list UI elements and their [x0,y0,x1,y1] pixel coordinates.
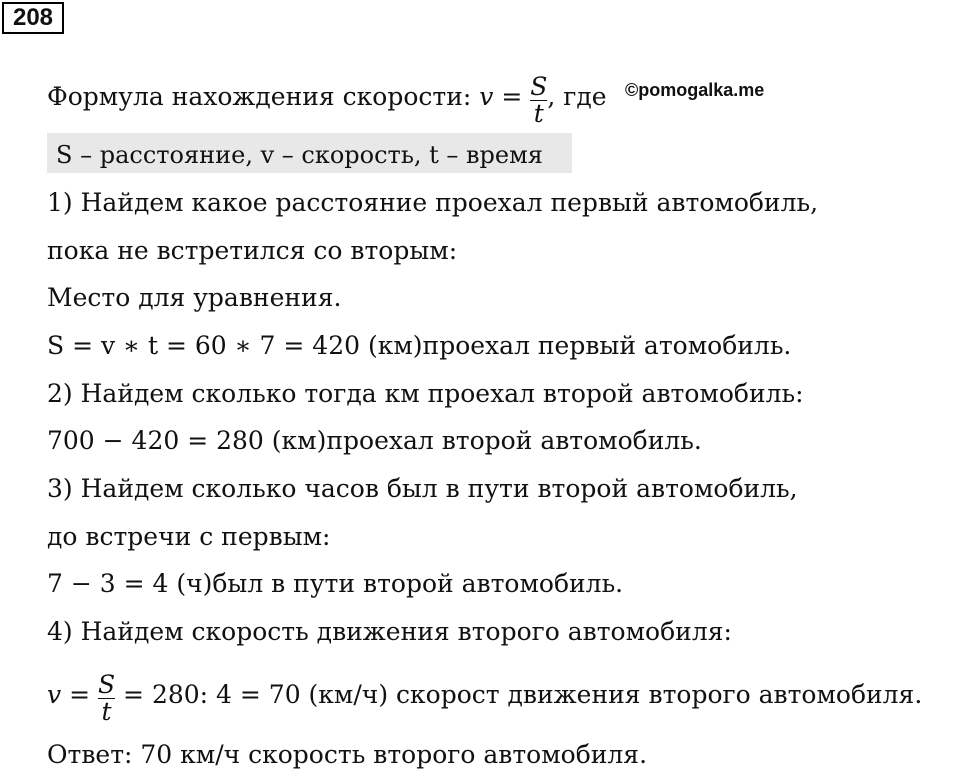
formula-v: v [479,82,494,111]
line-3: Место для уравнения. [47,283,342,312]
definitions: S – расстояние, v – скорость, t – время [56,141,543,169]
line-4: S = v ∗ t = 60 ∗ 7 = 420 (км)проехал первый атомобиль. [47,331,792,360]
line-1: 1) Найдем какое расстояние проехал первый автомобиль, [47,188,819,217]
line-10: 4) Найдем скорость движения второго автомобиля: [47,617,732,646]
line-7: 3) Найдем сколько часов был в пути второй автомобиль, [47,474,798,503]
final-fraction [98,672,115,725]
line-2: пока не встретился со вторым: [47,236,458,265]
line-9: 7 − 3 = 4 (ч)был в пути второй автомобиль. [47,569,624,598]
final-rest: = 280: 4 = 70 (км/ч) скорост движения второго автомобиля. [115,680,923,709]
final-v: v [47,680,62,709]
formula-fraction [530,74,547,127]
line-8: до встречи с первым: [47,522,331,551]
task-number: 208 [2,2,64,34]
formula-denominator: t [533,99,544,128]
formula-suffix: , где [547,82,607,111]
formula-line [47,72,607,128]
final-numerator: S [97,670,116,699]
final-eq: = [61,680,98,709]
final-denominator: t [101,697,112,726]
final-formula-line [47,670,923,726]
watermark: ©pomogalka.me [625,80,765,100]
formula-numerator: S [530,72,548,101]
formula-prefix: Формула нахождения скорости: [47,82,480,111]
line-6: 700 − 420 = 280 (км)проехал второй автомобиль. [47,426,702,455]
formula-eq: = [493,82,531,111]
line-5: 2) Найдем сколько тогда км проехал второй автомобиль: [47,379,804,408]
answer-line: Ответ: 70 км/ч скорость второго автомобиля. [47,740,648,769]
